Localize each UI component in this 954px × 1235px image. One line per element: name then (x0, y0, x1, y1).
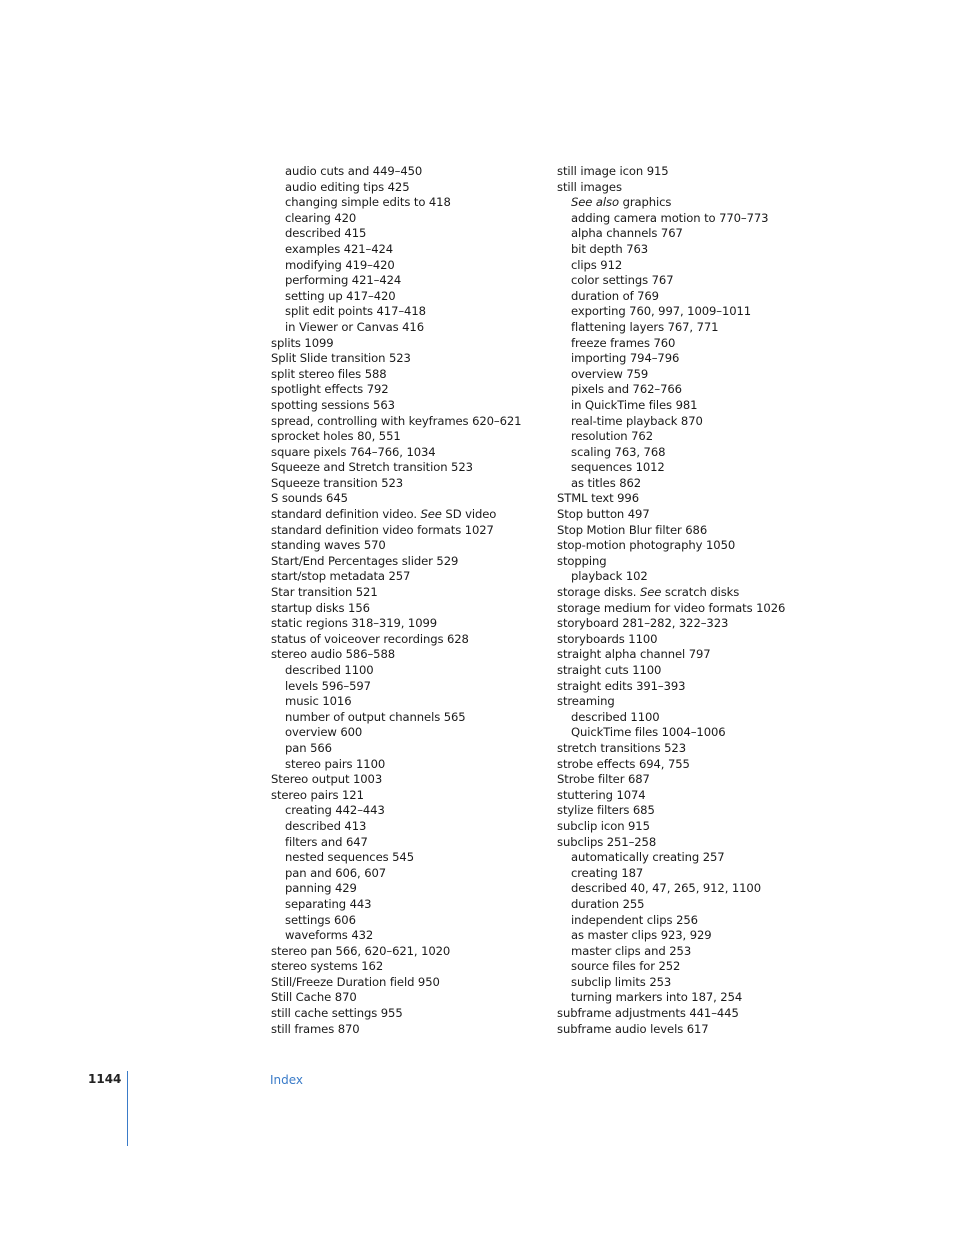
index-subentry (557, 866, 827, 882)
index-entry (271, 554, 541, 570)
index-entry (271, 959, 541, 975)
index-entry (271, 788, 541, 804)
index-entry (271, 616, 541, 632)
index-entry (271, 975, 541, 991)
index-subentry (557, 273, 827, 289)
index-subentry (557, 710, 827, 726)
index-entry (557, 647, 827, 663)
index-entry (271, 585, 541, 601)
entry-text: Still Cache 870 (271, 990, 357, 1005)
index-subentry (557, 382, 827, 398)
index-subentry (271, 679, 541, 695)
entry-text: stereo systems 162 (271, 959, 384, 974)
index-entry (271, 398, 541, 414)
entry-text: stop-motion photography 1050 (557, 538, 736, 553)
index-subentry (557, 351, 827, 367)
entry-text: turning markers into 187, 254 (571, 990, 743, 1005)
entry-text: QuickTime files 1004–1006 (571, 725, 726, 740)
index-entry (557, 803, 827, 819)
index-subentry (557, 445, 827, 461)
entry-text: subclips 251–258 (557, 834, 657, 849)
cross-reference-target: scratch disks (661, 585, 740, 600)
entry-text: color settings 767 (571, 273, 674, 288)
entry-text: duration of 769 (571, 288, 659, 303)
entry-text: adding camera motion to 770–773 (571, 210, 769, 225)
cross-reference-see: See (639, 585, 662, 600)
entry-text: status of voiceover recordings 628 (271, 631, 469, 646)
index-subentry (271, 164, 541, 180)
index-subentry (271, 710, 541, 726)
index-subentry (271, 850, 541, 866)
entry-text: changing simple edits to 418 (285, 195, 451, 210)
cross-reference-see: See (420, 507, 442, 522)
index-subentry (271, 819, 541, 835)
index-entry (557, 585, 827, 601)
index-subentry (271, 741, 541, 757)
index-entry (271, 772, 541, 788)
index-subentry (271, 897, 541, 913)
index-entry (271, 944, 541, 960)
entry-text: stereo pan 566, 620–621, 1020 (271, 943, 451, 958)
entry-text: described 1100 (571, 709, 660, 724)
entry-text: described 415 (285, 226, 367, 241)
index-entry (557, 554, 827, 570)
entry-text: independent clips 256 (571, 912, 698, 927)
index-entry (271, 351, 541, 367)
entry-text: split edit points 417–418 (285, 304, 426, 319)
entry-text: as titles 862 (571, 475, 642, 490)
index-subentry (271, 304, 541, 320)
index-subentry (557, 211, 827, 227)
entry-text: Strobe filter 687 (557, 772, 650, 787)
entry-text: overview 759 (571, 366, 649, 381)
index-subentry (271, 866, 541, 882)
index-subentry (557, 476, 827, 492)
entry-text: Start/End Percentages slider 529 (271, 553, 459, 568)
cross-reference-target: SD video (441, 507, 497, 522)
index-entry (557, 772, 827, 788)
index-subentry (557, 569, 827, 585)
entry-text: stuttering 1074 (557, 787, 646, 802)
entry-text: source files for 252 (571, 959, 681, 974)
entry-text: spotting sessions 563 (271, 397, 395, 412)
entry-text: bit depth 763 (571, 241, 649, 256)
index-subentry (557, 398, 827, 414)
entry-text: Stop Motion Blur filter 686 (557, 522, 708, 537)
index-subentry (271, 180, 541, 196)
index-entry (557, 616, 827, 632)
entry-text: splits 1099 (271, 335, 334, 350)
index-entry (271, 414, 541, 430)
index-column-right (557, 164, 827, 1037)
entry-text: described 40, 47, 265, 912, 1100 (571, 881, 761, 896)
entry-text: Stop button 497 (557, 507, 650, 522)
entry-text: streaming (557, 694, 615, 709)
index-entry (271, 382, 541, 398)
index-subentry (557, 304, 827, 320)
entry-text: storage medium for video formats 1026 (557, 600, 786, 615)
index-entry (271, 336, 541, 352)
index-entry (271, 429, 541, 445)
index-entry (271, 460, 541, 476)
entry-text: pan 566 (285, 740, 332, 755)
entry-text: waveforms 432 (285, 928, 374, 943)
index-entry (557, 601, 827, 617)
entry-text: subclip icon 915 (557, 818, 650, 833)
entry-text: described 1100 (285, 663, 374, 677)
page-number: 1144 (88, 1072, 122, 1086)
entry-text: Stereo output 1003 (271, 772, 383, 787)
entry-text: resolution 762 (571, 429, 653, 444)
entry-text: in Viewer or Canvas 416 (285, 319, 424, 334)
entry-text: settings 606 (285, 912, 356, 927)
entry-text: STML text 996 (557, 491, 639, 506)
entry-text: creating 187 (571, 865, 644, 880)
index-subentry (557, 959, 827, 975)
entry-text: clips 912 (571, 257, 623, 272)
entry-text: audio cuts and 449–450 (285, 164, 423, 178)
entry-text: stylize filters 685 (557, 803, 655, 818)
entry-text: real-time playback 870 (571, 413, 703, 428)
index-entry (271, 491, 541, 507)
index-subentry (271, 226, 541, 242)
index-subentry (557, 226, 827, 242)
index-subentry (557, 913, 827, 929)
index-entry (271, 523, 541, 539)
index-entry (557, 835, 827, 851)
entry-text: setting up 417–420 (285, 288, 396, 303)
entry-text: Split Slide transition 523 (271, 351, 411, 366)
index-entry (557, 741, 827, 757)
index-entry (271, 569, 541, 585)
entry-text: filters and 647 (285, 834, 368, 849)
index-subentry (557, 460, 827, 476)
index-entry (271, 990, 541, 1006)
index-entry (557, 180, 827, 196)
index-entry (271, 538, 541, 554)
index-subentry (557, 258, 827, 274)
entry-text: as master clips 923, 929 (571, 928, 712, 943)
entry-text: alpha channels 767 (571, 226, 683, 241)
entry-text: subclip limits 253 (571, 974, 672, 989)
index-subentry (557, 414, 827, 430)
index-subentry (557, 289, 827, 305)
index-subentry (557, 990, 827, 1006)
index-entry (271, 1022, 541, 1038)
entry-text: stretch transitions 523 (557, 740, 686, 755)
index-subentry (557, 850, 827, 866)
entry-text: flattening layers 767, 771 (571, 319, 719, 334)
index-subentry (557, 881, 827, 897)
index-subentry (271, 835, 541, 851)
index-subentry (271, 195, 541, 211)
index-subentry (557, 928, 827, 944)
entry-text: freeze frames 760 (571, 335, 676, 350)
entry-text: examples 421–424 (285, 241, 394, 256)
entry-text: audio editing tips 425 (285, 179, 410, 194)
entry-text: startup disks 156 (271, 600, 370, 615)
entry-text: subframe adjustments 441–445 (557, 1006, 739, 1021)
index-entry (557, 507, 827, 523)
entry-text: strobe effects 694, 755 (557, 756, 690, 771)
entry-text: pixels and 762–766 (571, 382, 682, 397)
entry-text: storyboards 1100 (557, 631, 658, 646)
entry-text: Star transition 521 (271, 585, 378, 600)
index-subentry (271, 881, 541, 897)
entry-text: exporting 760, 997, 1009–1011 (571, 304, 752, 319)
entry-text: music 1016 (285, 694, 352, 709)
index-entry (271, 445, 541, 461)
entry-text: described 413 (285, 818, 367, 833)
entry-text: nested sequences 545 (285, 850, 414, 865)
entry-text: separating 443 (285, 896, 372, 911)
entry-text: still frames 870 (271, 1021, 360, 1036)
index-entry (271, 1006, 541, 1022)
entry-text: clearing 420 (285, 210, 357, 225)
entry-text: S sounds 645 (271, 491, 348, 506)
entry-text: spotlight effects 792 (271, 382, 389, 397)
index-subentry (557, 320, 827, 336)
index-entry (557, 788, 827, 804)
section-label: Index (270, 1073, 304, 1087)
index-subentry (557, 367, 827, 383)
index-entry (557, 538, 827, 554)
entry-text: Squeeze transition 523 (271, 475, 404, 490)
footer-divider (127, 1071, 128, 1146)
entry-text: sequences 1012 (571, 460, 665, 475)
index-entry (557, 632, 827, 648)
entry-text: duration 255 (571, 896, 645, 911)
index-entry (271, 632, 541, 648)
entry-text: modifying 419–420 (285, 257, 395, 272)
index-entry (557, 663, 827, 679)
entry-text: standard definition video formats 1027 (271, 522, 494, 537)
index-subentry (557, 242, 827, 258)
entry-text: levels 596–597 (285, 678, 371, 693)
entry-text: storage disks. (557, 585, 640, 600)
cross-reference-target: graphics (618, 195, 672, 210)
entry-text: pan and 606, 607 (285, 865, 387, 880)
index-subentry (557, 725, 827, 741)
index-entry (557, 679, 827, 695)
index-column-left (271, 164, 541, 1037)
entry-text: stereo audio 586–588 (271, 647, 396, 662)
index-subentry (271, 320, 541, 336)
entry-text: straight alpha channel 797 (557, 647, 711, 662)
entry-text: panning 429 (285, 881, 357, 896)
entry-text: number of output channels 565 (285, 709, 466, 724)
entry-text: scaling 763, 768 (571, 444, 666, 459)
index-entry (271, 647, 541, 663)
entry-text: spread, controlling with keyframes 620–621 (271, 413, 522, 428)
entry-text: still images (557, 179, 622, 194)
index-subentry (271, 913, 541, 929)
entry-text: subframe audio levels 617 (557, 1021, 709, 1036)
entry-text: standing waves 570 (271, 538, 386, 553)
index-subentry (557, 944, 827, 960)
index-subentry (557, 429, 827, 445)
index-subentry (271, 211, 541, 227)
index-subentry (557, 897, 827, 913)
index-entry (557, 164, 827, 180)
index-subentry (271, 928, 541, 944)
entry-text: split stereo files 588 (271, 366, 387, 381)
entry-text: stopping (557, 553, 607, 568)
entry-text: sprocket holes 80, 551 (271, 429, 401, 444)
entry-text: performing 421–424 (285, 273, 402, 288)
entry-text: still cache settings 955 (271, 1006, 403, 1021)
entry-text: stereo pairs 121 (271, 787, 364, 802)
index-subentry (271, 242, 541, 258)
index-subentry (271, 803, 541, 819)
entry-text: static regions 318–319, 1099 (271, 616, 438, 631)
index-subentry (271, 757, 541, 773)
entry-text: playback 102 (571, 569, 648, 584)
index-entry (557, 694, 827, 710)
index-entry (271, 601, 541, 617)
index-entry (271, 507, 541, 523)
index-subentry (557, 195, 827, 211)
entry-text: overview 600 (285, 725, 363, 740)
entry-text: importing 794–796 (571, 351, 680, 366)
entry-text: straight edits 391–393 (557, 678, 686, 693)
index-subentry (271, 694, 541, 710)
entry-text: start/stop metadata 257 (271, 569, 411, 584)
index-subentry (271, 725, 541, 741)
entry-text: square pixels 764–766, 1034 (271, 444, 436, 459)
index-entry (557, 1006, 827, 1022)
entry-text: master clips and 253 (571, 943, 692, 958)
entry-text: still image icon 915 (557, 164, 669, 178)
entry-text: straight cuts 1100 (557, 663, 662, 677)
index-entry (557, 523, 827, 539)
index-subentry (271, 289, 541, 305)
entry-text: automatically creating 257 (571, 850, 725, 865)
index-entry (271, 476, 541, 492)
index-subentry (271, 258, 541, 274)
index-subentry (271, 663, 541, 679)
entry-text: Still/Freeze Duration field 950 (271, 974, 440, 989)
index-subentry (557, 975, 827, 991)
cross-reference-see: See also (571, 195, 619, 210)
entry-text: Squeeze and Stretch transition 523 (271, 460, 473, 475)
index-subentry (557, 336, 827, 352)
index-entry (271, 367, 541, 383)
entry-text: in QuickTime files 981 (571, 397, 698, 412)
index-entry (557, 757, 827, 773)
entry-text: creating 442–443 (285, 803, 385, 818)
entry-text: standard definition video. (271, 507, 421, 522)
index-entry (557, 819, 827, 835)
entry-text: stereo pairs 1100 (285, 756, 386, 771)
index-subentry (271, 273, 541, 289)
entry-text: storyboard 281–282, 322–323 (557, 616, 729, 631)
index-entry (557, 491, 827, 507)
index-entry (557, 1022, 827, 1038)
